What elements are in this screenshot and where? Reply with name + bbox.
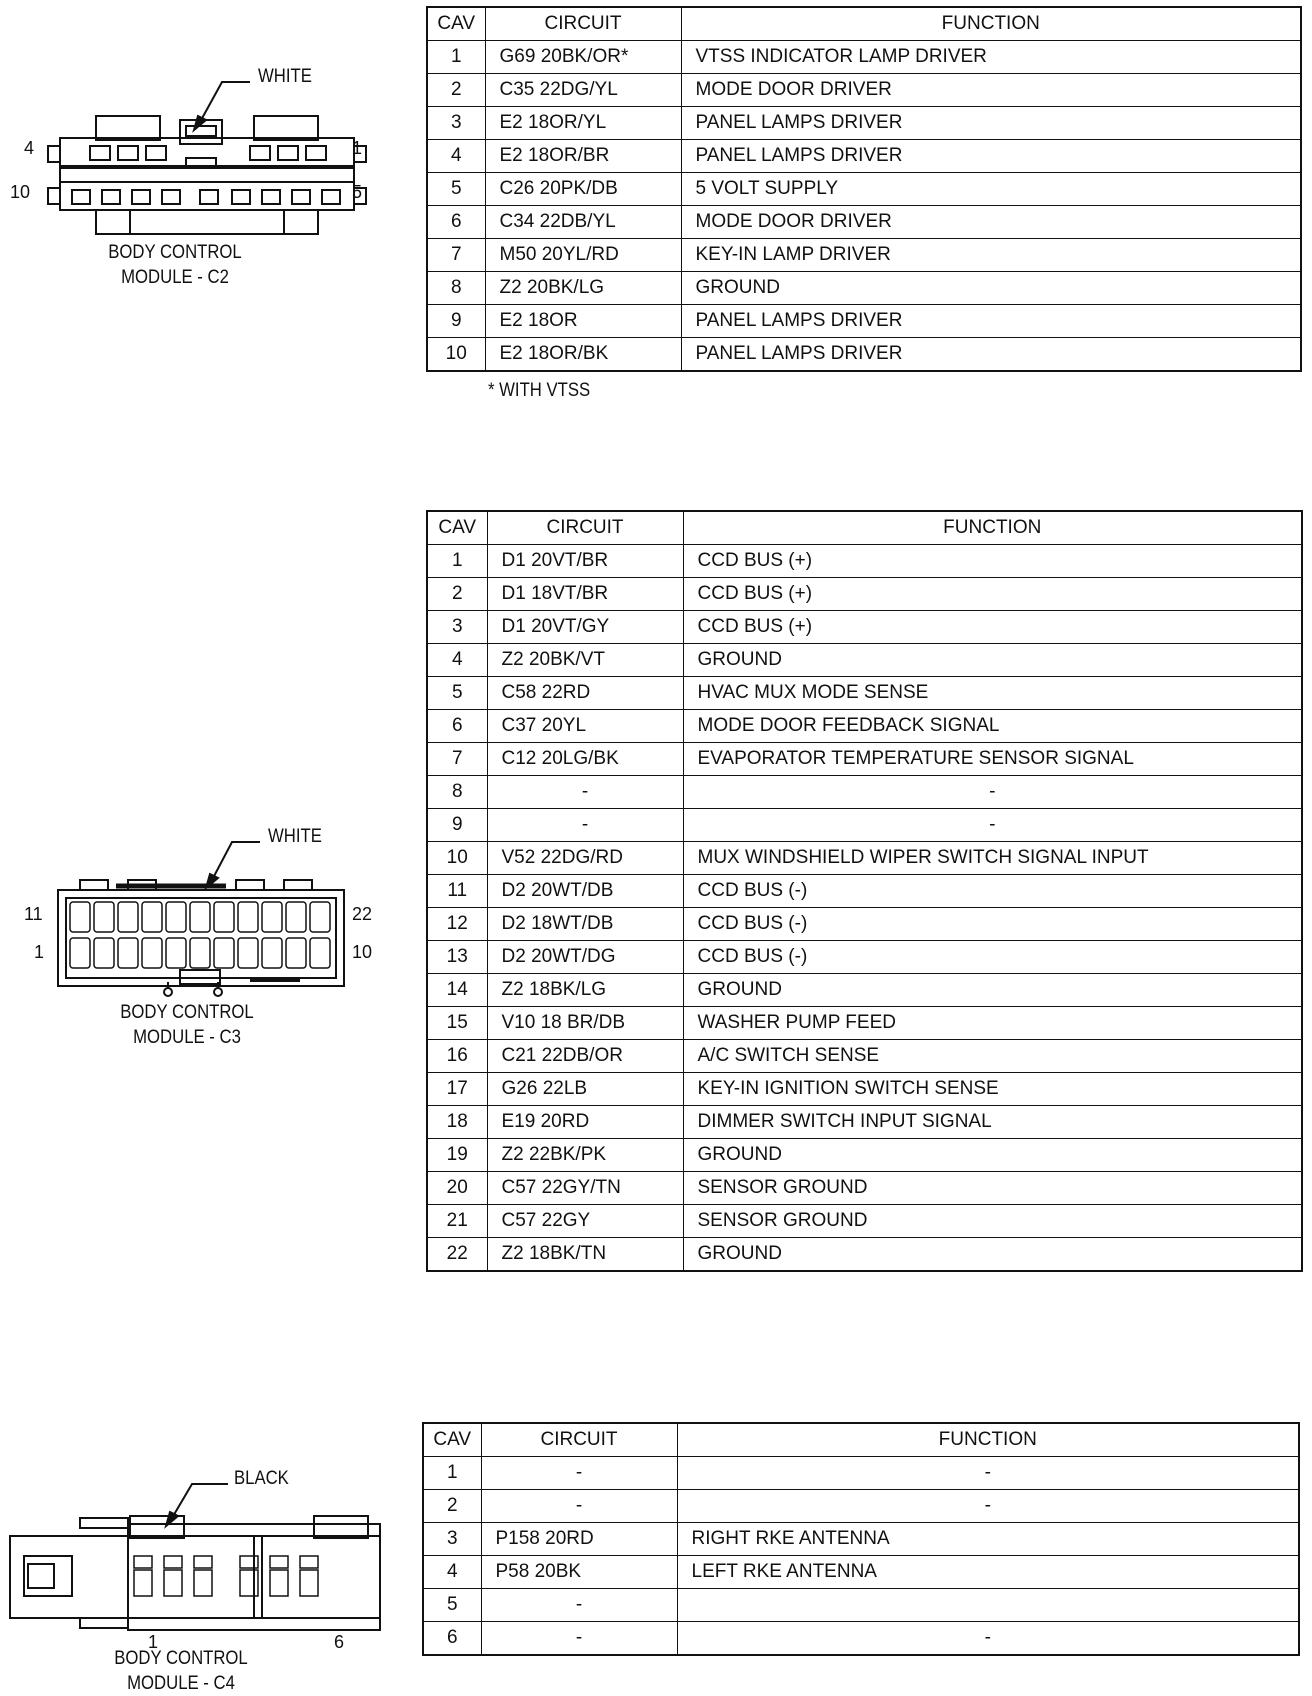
cell-cav: 13 bbox=[427, 941, 487, 974]
connector-name bbox=[74, 240, 276, 290]
table-row bbox=[427, 611, 1302, 644]
table-row bbox=[427, 272, 1301, 305]
cell-cav: 9 bbox=[427, 305, 485, 338]
cell-function: - bbox=[677, 1490, 1299, 1523]
table-row bbox=[427, 1040, 1302, 1073]
connector-color-label: BLACK bbox=[234, 1468, 289, 1489]
cell-circuit: C21 22DB/OR bbox=[487, 1040, 683, 1073]
connector-name bbox=[86, 1000, 288, 1050]
column-header-circuit: CIRCUIT bbox=[487, 511, 683, 545]
table-row bbox=[427, 1073, 1302, 1106]
cell-function: GROUND bbox=[683, 644, 1302, 677]
cell-function: CCD BUS (+) bbox=[683, 545, 1302, 578]
connector-section-c4 bbox=[0, 1422, 1312, 1692]
cell-function: GROUND bbox=[681, 272, 1301, 305]
cell-function: RIGHT RKE ANTENNA bbox=[677, 1523, 1299, 1556]
cell-circuit: C35 22DG/YL bbox=[485, 74, 681, 107]
cell-function: A/C SWITCH SENSE bbox=[683, 1040, 1302, 1073]
cell-circuit: - bbox=[487, 776, 683, 809]
cell-circuit: E2 18OR/BR bbox=[485, 140, 681, 173]
table-row bbox=[427, 677, 1302, 710]
pin-number-label: 4 bbox=[24, 138, 35, 158]
connector-diagram-c3 bbox=[0, 820, 380, 1060]
column-header-circuit: CIRCUIT bbox=[481, 1423, 677, 1457]
cell-cav: 3 bbox=[427, 611, 487, 644]
table-row bbox=[423, 1556, 1299, 1589]
cell-cav: 5 bbox=[427, 173, 485, 206]
cell-circuit: C57 22GY/TN bbox=[487, 1172, 683, 1205]
cell-cav: 1 bbox=[423, 1457, 481, 1490]
cell-function: CCD BUS (-) bbox=[683, 941, 1302, 974]
table-row bbox=[427, 776, 1302, 809]
pin-number-label: 6 bbox=[334, 1632, 345, 1652]
connector-color-label: WHITE bbox=[268, 826, 322, 847]
table-header-row bbox=[423, 1423, 1299, 1457]
cell-cav: 1 bbox=[427, 545, 487, 578]
table-row bbox=[427, 206, 1301, 239]
connector-name-line1: BODY CONTROL bbox=[108, 242, 242, 263]
table-row bbox=[427, 107, 1301, 140]
column-header-function: FUNCTION bbox=[677, 1423, 1299, 1457]
cell-circuit: V52 22DG/RD bbox=[487, 842, 683, 875]
pin-number-label: 5 bbox=[352, 182, 363, 202]
cell-circuit: Z2 18BK/TN bbox=[487, 1238, 683, 1272]
table-row bbox=[427, 140, 1301, 173]
cell-cav: 4 bbox=[427, 140, 485, 173]
table-row bbox=[427, 305, 1301, 338]
cell-function: - bbox=[683, 809, 1302, 842]
cell-circuit: D2 20WT/DB bbox=[487, 875, 683, 908]
cell-function: MODE DOOR DRIVER bbox=[681, 74, 1301, 107]
table-row bbox=[423, 1622, 1299, 1656]
cell-cav: 14 bbox=[427, 974, 487, 1007]
table-row bbox=[423, 1589, 1299, 1622]
cell-circuit: - bbox=[481, 1457, 677, 1490]
pin-number-label: 10 bbox=[10, 182, 31, 202]
cell-circuit: Z2 20BK/VT bbox=[487, 644, 683, 677]
cell-cav: 8 bbox=[427, 272, 485, 305]
cell-circuit: E19 20RD bbox=[487, 1106, 683, 1139]
pin-number-label: 11 bbox=[24, 904, 43, 924]
table-row bbox=[423, 1457, 1299, 1490]
cell-circuit: D1 20VT/GY bbox=[487, 611, 683, 644]
cell-cav: 6 bbox=[427, 710, 487, 743]
cell-function: MUX WINDSHIELD WIPER SWITCH SIGNAL INPUT bbox=[683, 842, 1302, 875]
cell-circuit: P58 20BK bbox=[481, 1556, 677, 1589]
cell-circuit: D2 18WT/DB bbox=[487, 908, 683, 941]
table-row bbox=[427, 41, 1301, 74]
cell-function: PANEL LAMPS DRIVER bbox=[681, 305, 1301, 338]
cell-cav: 20 bbox=[427, 1172, 487, 1205]
table-row bbox=[427, 545, 1302, 578]
cell-function: CCD BUS (+) bbox=[683, 578, 1302, 611]
cell-cav: 2 bbox=[427, 578, 487, 611]
cell-function: SENSOR GROUND bbox=[683, 1205, 1302, 1238]
pinout-table-c3 bbox=[426, 510, 1303, 1272]
cell-circuit: P158 20RD bbox=[481, 1523, 677, 1556]
cell-cav: 2 bbox=[427, 74, 485, 107]
column-header-function: FUNCTION bbox=[681, 7, 1301, 41]
column-header-circuit: CIRCUIT bbox=[485, 7, 681, 41]
cell-cav: 3 bbox=[427, 107, 485, 140]
cell-function: EVAPORATOR TEMPERATURE SENSOR SIGNAL bbox=[683, 743, 1302, 776]
cell-circuit: C12 20LG/BK bbox=[487, 743, 683, 776]
table-row bbox=[427, 1106, 1302, 1139]
cell-function bbox=[677, 1589, 1299, 1622]
column-header-cav: CAV bbox=[427, 7, 485, 41]
table-row bbox=[423, 1490, 1299, 1523]
cell-circuit: C58 22RD bbox=[487, 677, 683, 710]
table-row bbox=[427, 338, 1301, 372]
cell-cav: 16 bbox=[427, 1040, 487, 1073]
cell-cav: 10 bbox=[427, 338, 485, 372]
table-row bbox=[427, 941, 1302, 974]
cell-circuit: G26 22LB bbox=[487, 1073, 683, 1106]
cell-circuit: G69 20BK/OR* bbox=[485, 41, 681, 74]
cell-function: GROUND bbox=[683, 974, 1302, 1007]
table-row bbox=[427, 842, 1302, 875]
column-header-cav: CAV bbox=[423, 1423, 481, 1457]
cell-circuit: V10 18 BR/DB bbox=[487, 1007, 683, 1040]
cell-circuit: - bbox=[481, 1622, 677, 1656]
connector-section-c3 bbox=[0, 510, 1312, 1310]
cell-function: CCD BUS (-) bbox=[683, 908, 1302, 941]
pin-number-label: 22 bbox=[352, 904, 373, 924]
cell-function: CCD BUS (-) bbox=[683, 875, 1302, 908]
cell-circuit: M50 20YL/RD bbox=[485, 239, 681, 272]
table-row bbox=[427, 908, 1302, 941]
connector-name-line2: MODULE - C4 bbox=[127, 1673, 235, 1694]
cell-function: GROUND bbox=[683, 1238, 1302, 1272]
cell-cav: 3 bbox=[423, 1523, 481, 1556]
cell-cav: 17 bbox=[427, 1073, 487, 1106]
cell-circuit: - bbox=[481, 1490, 677, 1523]
table-row bbox=[427, 1238, 1302, 1272]
cell-cav: 9 bbox=[427, 809, 487, 842]
table-header-row bbox=[427, 7, 1301, 41]
cell-circuit: E2 18OR/BK bbox=[485, 338, 681, 372]
cell-function: - bbox=[677, 1457, 1299, 1490]
connector-diagram-c2 bbox=[0, 60, 380, 310]
cell-cav: 5 bbox=[423, 1589, 481, 1622]
table-row bbox=[427, 1172, 1302, 1205]
cell-function: 5 VOLT SUPPLY bbox=[681, 173, 1301, 206]
connector-name bbox=[80, 1646, 282, 1696]
connector-section-c2 bbox=[0, 0, 1312, 420]
connector-diagram-c4 bbox=[0, 1462, 400, 1692]
pin-number-label: 1 bbox=[34, 942, 45, 962]
table-row bbox=[427, 1139, 1302, 1172]
pin-number-label: 1 bbox=[352, 138, 363, 158]
cell-function: GROUND bbox=[683, 1139, 1302, 1172]
pin-number-label: 1 bbox=[148, 1632, 159, 1652]
cell-function: KEY-IN LAMP DRIVER bbox=[681, 239, 1301, 272]
cell-circuit: C34 22DB/YL bbox=[485, 206, 681, 239]
connector-name-line1: BODY CONTROL bbox=[114, 1648, 248, 1669]
cell-function: MODE DOOR DRIVER bbox=[681, 206, 1301, 239]
table-row bbox=[427, 578, 1302, 611]
footnote: * WITH VTSS bbox=[488, 380, 591, 401]
cell-cav: 4 bbox=[423, 1556, 481, 1589]
cell-function: PANEL LAMPS DRIVER bbox=[681, 107, 1301, 140]
cell-circuit: D1 18VT/BR bbox=[487, 578, 683, 611]
cell-circuit: Z2 20BK/LG bbox=[485, 272, 681, 305]
cell-circuit: D2 20WT/DG bbox=[487, 941, 683, 974]
table-row bbox=[427, 74, 1301, 107]
cell-circuit: - bbox=[481, 1589, 677, 1622]
cell-cav: 1 bbox=[427, 41, 485, 74]
cell-circuit: C26 20PK/DB bbox=[485, 173, 681, 206]
cell-function: LEFT RKE ANTENNA bbox=[677, 1556, 1299, 1589]
connector-name-line2: MODULE - C3 bbox=[133, 1027, 241, 1048]
cell-function: WASHER PUMP FEED bbox=[683, 1007, 1302, 1040]
cell-circuit: D1 20VT/BR bbox=[487, 545, 683, 578]
connector-color-label: WHITE bbox=[258, 66, 312, 87]
cell-function: DIMMER SWITCH INPUT SIGNAL bbox=[683, 1106, 1302, 1139]
cell-function: HVAC MUX MODE SENSE bbox=[683, 677, 1302, 710]
table-row bbox=[427, 239, 1301, 272]
cell-cav: 7 bbox=[427, 743, 487, 776]
cell-cav: 21 bbox=[427, 1205, 487, 1238]
cell-cav: 6 bbox=[427, 206, 485, 239]
cell-function: - bbox=[677, 1622, 1299, 1656]
column-header-function: FUNCTION bbox=[683, 511, 1302, 545]
cell-cav: 2 bbox=[423, 1490, 481, 1523]
cell-function: CCD BUS (+) bbox=[683, 611, 1302, 644]
pinout-table-c2 bbox=[426, 6, 1302, 372]
cell-cav: 5 bbox=[427, 677, 487, 710]
table-row bbox=[427, 1205, 1302, 1238]
cell-cav: 4 bbox=[427, 644, 487, 677]
table-row bbox=[427, 974, 1302, 1007]
cell-cav: 12 bbox=[427, 908, 487, 941]
cell-function: - bbox=[683, 776, 1302, 809]
cell-cav: 10 bbox=[427, 842, 487, 875]
cell-cav: 11 bbox=[427, 875, 487, 908]
cell-function: MODE DOOR FEEDBACK SIGNAL bbox=[683, 710, 1302, 743]
connector-name-line1: BODY CONTROL bbox=[120, 1002, 254, 1023]
table-header-row bbox=[427, 511, 1302, 545]
cell-circuit: C57 22GY bbox=[487, 1205, 683, 1238]
cell-cav: 19 bbox=[427, 1139, 487, 1172]
cell-function: VTSS INDICATOR LAMP DRIVER bbox=[681, 41, 1301, 74]
cell-cav: 6 bbox=[423, 1622, 481, 1656]
cell-cav: 8 bbox=[427, 776, 487, 809]
cell-circuit: Z2 22BK/PK bbox=[487, 1139, 683, 1172]
cell-cav: 18 bbox=[427, 1106, 487, 1139]
table-row bbox=[427, 1007, 1302, 1040]
cell-cav: 22 bbox=[427, 1238, 487, 1272]
connector-name-line2: MODULE - C2 bbox=[121, 267, 229, 288]
pin-number-label: 10 bbox=[352, 942, 373, 962]
cell-cav: 7 bbox=[427, 239, 485, 272]
cell-circuit: Z2 18BK/LG bbox=[487, 974, 683, 1007]
cell-function: KEY-IN IGNITION SWITCH SENSE bbox=[683, 1073, 1302, 1106]
table-row bbox=[427, 875, 1302, 908]
cell-circuit: C37 20YL bbox=[487, 710, 683, 743]
cell-cav: 15 bbox=[427, 1007, 487, 1040]
table-row bbox=[427, 809, 1302, 842]
cell-function: SENSOR GROUND bbox=[683, 1172, 1302, 1205]
cell-function: PANEL LAMPS DRIVER bbox=[681, 338, 1301, 372]
pinout-table-c4 bbox=[422, 1422, 1300, 1656]
table-row bbox=[427, 173, 1301, 206]
cell-circuit: E2 18OR bbox=[485, 305, 681, 338]
cell-function: PANEL LAMPS DRIVER bbox=[681, 140, 1301, 173]
column-header-cav: CAV bbox=[427, 511, 487, 545]
table-row bbox=[423, 1523, 1299, 1556]
table-row bbox=[427, 644, 1302, 677]
cell-circuit: - bbox=[487, 809, 683, 842]
table-row bbox=[427, 743, 1302, 776]
table-row bbox=[427, 710, 1302, 743]
cell-circuit: E2 18OR/YL bbox=[485, 107, 681, 140]
